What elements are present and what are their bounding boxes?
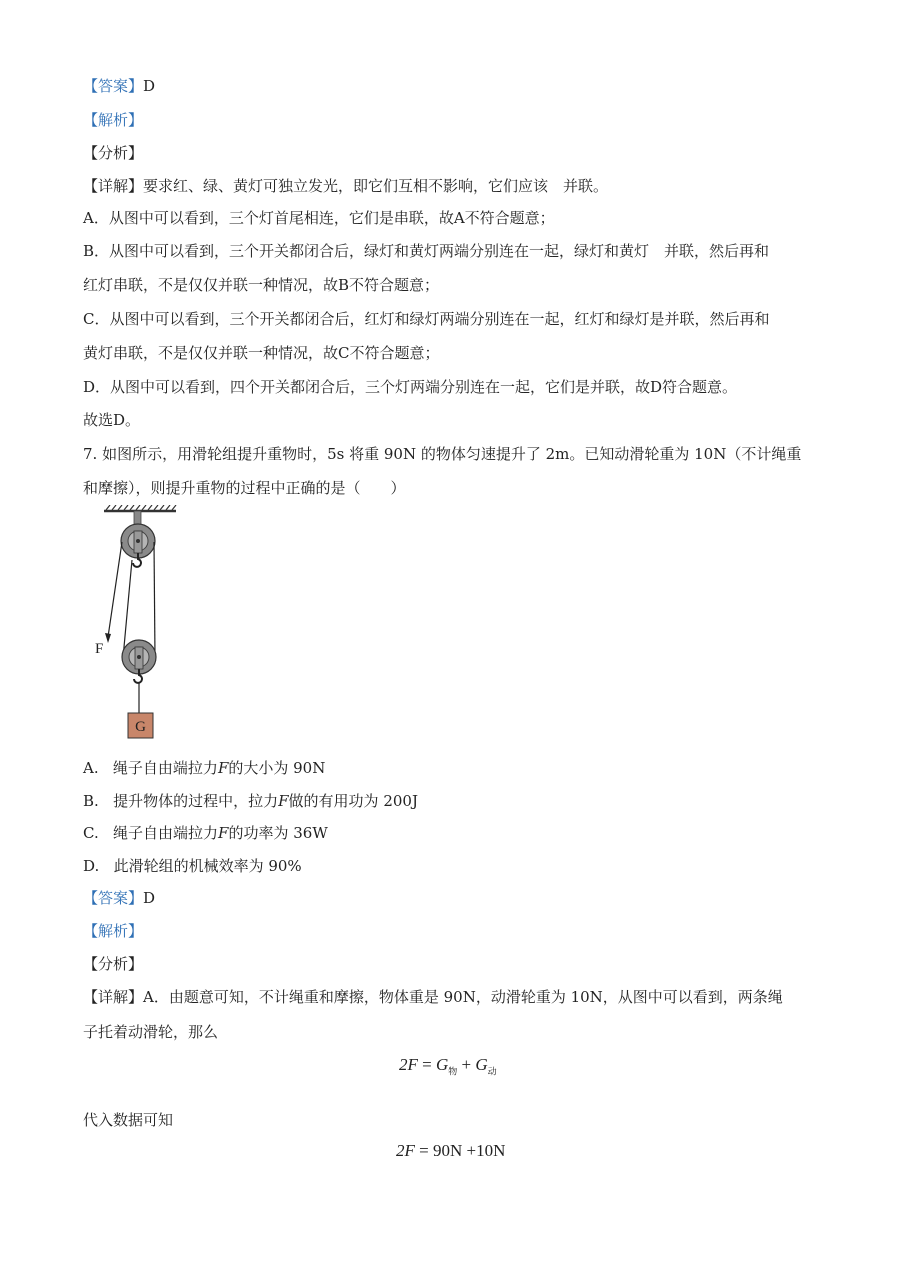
fenxi-line: 【分析】 — [83, 144, 144, 162]
detail-tag-2: 【详解】 — [83, 988, 144, 1006]
equation-2: 2F = 90N +10N — [396, 1141, 506, 1160]
option-b-explanation-1: B．从图中可以看到，三个开关都闭合后，绿灯和黄灯两端分别连在一起，绿灯和黄灯 并联，然后再和 — [83, 242, 770, 260]
analysis-tag-2: 【解析】 — [83, 922, 144, 940]
answer-line-2 — [83, 888, 155, 908]
detail-text-2: A．由题意可知，不计绳重和摩擦，物体重是 90N，动滑轮重为 10N，从图中可以看到，两条绳 — [143, 988, 783, 1006]
answer-line — [83, 76, 155, 96]
option-c-explanation-1: C．从图中可以看到，三个开关都闭合后，红灯和绿灯两端分别连在一起，红灯和绿灯是并联，然后再和 — [83, 310, 770, 328]
conclusion-line: 故选D。 — [83, 411, 141, 429]
analysis-line-2 — [83, 921, 143, 941]
option-a: A. 绳子自由端拉力F的大小为 90N — [83, 759, 326, 777]
weight-label: G — [135, 719, 146, 735]
question-7-line-2: 和摩擦），则提升重物的过程中正确的是（ ） — [83, 479, 406, 497]
answer-value: D — [143, 77, 156, 95]
analysis-tag: 【解析】 — [83, 111, 144, 129]
option-d: D. 此滑轮组的机械效率为 90% — [83, 857, 302, 875]
option-c-explanation-2: 黄灯串联，不是仅仅并联一种情况，故C不符合题意； — [83, 344, 440, 362]
force-label: F — [95, 641, 104, 657]
answer-tag: 【答案】 — [83, 77, 144, 95]
fenxi-line-2: 【分析】 — [83, 955, 144, 973]
equation-1: $2F = G_物 + G_动$ — [399, 1055, 497, 1077]
option-d-explanation: D．从图中可以看到，四个开关都闭合后，三个灯两端分别连在一起，它们是并联，故D符合题意。 — [83, 378, 738, 396]
answer-value-2: D — [143, 889, 156, 907]
substitute-line: 代入数据可知 — [83, 1111, 174, 1129]
pulley-figure — [90, 505, 190, 740]
answer-tag-2: 【答案】 — [83, 889, 144, 907]
option-a-explanation: A．从图中可以看到，三个灯首尾相连，它们是串联，故A不符合题意； — [83, 209, 555, 227]
analysis-line — [83, 110, 143, 130]
option-c: C. 绳子自由端拉力F的功率为 36W — [83, 824, 328, 842]
detail-line-2b: 子托着动滑轮，那么 — [83, 1023, 219, 1041]
detail-tag: 【详解】 — [83, 177, 144, 195]
question-7-line-1: 7. 如图所示，用滑轮组提升重物时，5s 将重 90N 的物体匀速提升了 2m。已知动滑轮重为 10N（不计绳重 — [83, 445, 802, 463]
option-b-explanation-2: 红灯串联，不是仅仅并联一种情况，故B不符合题意； — [83, 276, 440, 294]
detail-line-2 — [83, 987, 783, 1007]
detail-line — [83, 176, 608, 196]
detail-text: 要求红、绿、黄灯可独立发光，即它们互相不影响，它们应该 并联。 — [143, 177, 609, 195]
option-b: B. 提升物体的过程中，拉力F做的有用功为 200J — [83, 792, 418, 810]
